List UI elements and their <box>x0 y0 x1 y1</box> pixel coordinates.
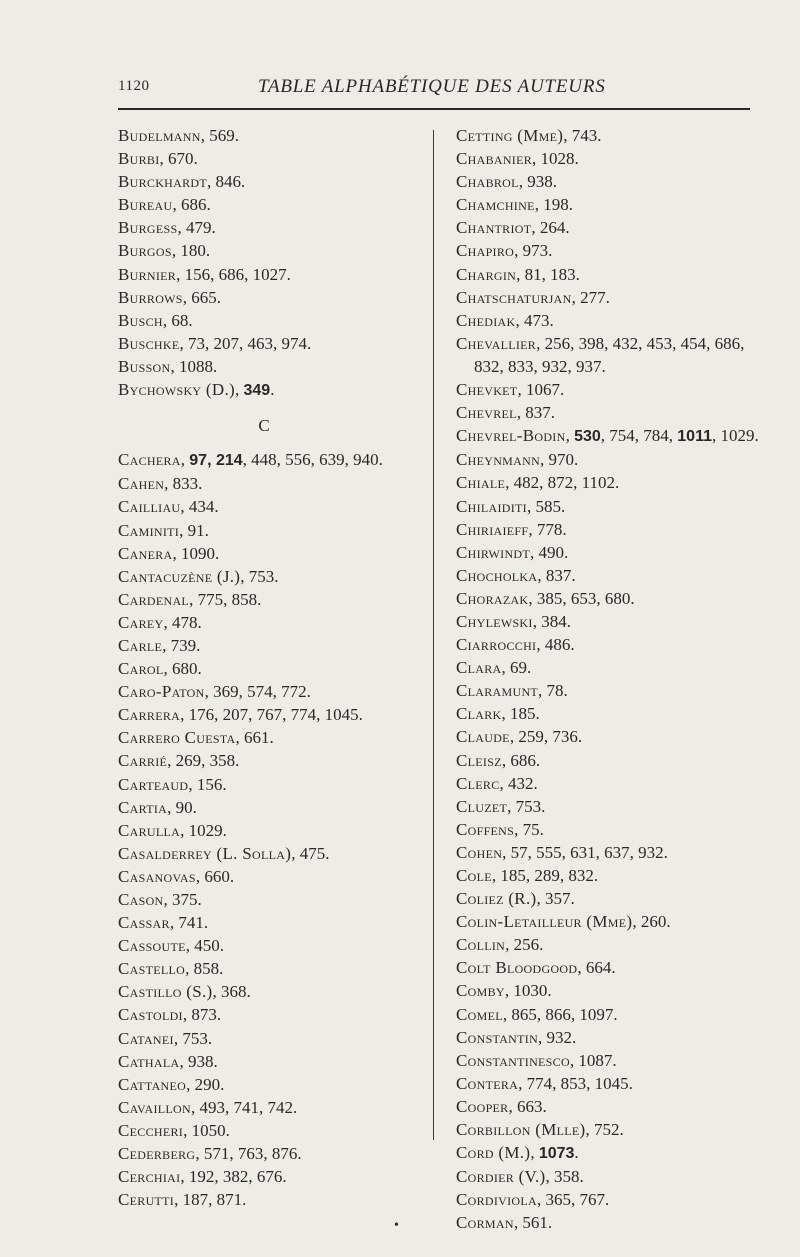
index-entry: Claude, 259, 736. <box>456 727 583 747</box>
page-refs: 932. <box>546 1027 577 1047</box>
page-refs-bold: 530 <box>574 428 601 446</box>
index-entry: Caro-Paton, 369, 574, 772. <box>118 682 311 702</box>
page-refs: 774, 853, 1045. <box>526 1073 633 1093</box>
page-refs: 753. <box>515 796 546 816</box>
author-name: Chargin <box>456 264 517 284</box>
page-refs: 858. <box>193 959 224 979</box>
page-refs: 180. <box>180 241 211 261</box>
page-refs: 156. <box>196 774 227 794</box>
page-refs: 1067. <box>525 380 565 400</box>
page-refs: 1028. <box>540 149 579 169</box>
page-refs: . <box>270 380 275 400</box>
author-name: Cerutti <box>118 1190 175 1210</box>
author-name: Cavaillon <box>118 1097 191 1117</box>
author-name: Chocholka <box>456 565 538 585</box>
index-entry: Chirwindt, 490. <box>456 542 569 562</box>
author-name: Burgos <box>118 241 172 261</box>
author-name: Caro-Paton <box>118 682 205 702</box>
index-entry: Busson, 1088. <box>118 356 218 376</box>
index-entry: Cavaillon, 493, 741, 742. <box>118 1097 298 1117</box>
page-refs: 69. <box>510 658 532 678</box>
page-refs: 739. <box>170 635 201 655</box>
author-name: Cassoute <box>118 936 186 956</box>
author-name: Cord (M.) <box>456 1143 531 1163</box>
author-name: Carulla <box>118 820 181 840</box>
index-entry: Burgos, 180. <box>118 241 211 261</box>
page-refs: 752. <box>593 1120 624 1140</box>
index-entry: Collin, 256. <box>456 935 544 955</box>
index-entry: Cord (M.), 1073. <box>456 1143 579 1163</box>
index-entry: Coffens, 75. <box>456 819 544 839</box>
index-entry: Chiriaieff, 778. <box>456 519 567 539</box>
author-name: Comby <box>456 981 505 1001</box>
author-name: Cachera <box>118 450 181 470</box>
author-name: Corbillon (Mlle) <box>456 1120 586 1140</box>
author-name: Collin <box>456 935 506 955</box>
author-name: Cathala <box>118 1051 180 1071</box>
author-name: Bureau <box>118 195 173 215</box>
page-refs: 357. <box>544 889 575 909</box>
index-entry: Castello, 858. <box>118 959 224 979</box>
index-entry: Buschke, 73, 207, 463, 974. <box>118 333 312 353</box>
page-refs: 358. <box>554 1167 584 1187</box>
author-name: Cattaneo <box>118 1074 187 1094</box>
page-refs: 432. <box>508 773 538 793</box>
author-name: Busson <box>118 356 171 376</box>
index-entry: Cederberg, 571, 763, 876. <box>118 1144 302 1164</box>
author-name: Chevallier <box>456 333 537 353</box>
author-name: Carrié <box>118 751 168 771</box>
index-entry: Corbillon (Mlle), 752. <box>456 1120 624 1140</box>
page-refs: 1029. <box>188 820 227 840</box>
index-entry: Chatschaturjan, 277. <box>456 287 610 307</box>
page-refs: 938. <box>527 172 558 192</box>
index-entry: Cordier (V.), 358. <box>456 1167 584 1187</box>
index-entry: Ceccheri, 1050. <box>118 1120 230 1140</box>
index-entry: Cartia, 90. <box>118 797 197 817</box>
page-refs: 57, 555, 631, 637, 932. <box>510 842 668 862</box>
author-name: Carrero Cuesta <box>118 728 236 748</box>
author-name: Cohen <box>456 842 503 862</box>
index-entry: Constantinesco, 1087. <box>456 1050 617 1070</box>
index-entry: Chediak, 473. <box>456 310 554 330</box>
index-entry: Chiale, 482, 872, 1102. <box>456 473 620 493</box>
index-entry: Casanovas, 660. <box>118 866 235 886</box>
page-refs: 368. <box>221 982 251 1002</box>
author-name: Chapiro <box>456 241 515 261</box>
index-entry: Cardenal, 775, 858. <box>118 589 262 609</box>
author-name: Burbi <box>118 149 160 169</box>
index-entry: Cailliau, 434. <box>118 497 219 517</box>
page-refs: 185, 289, 832. <box>500 866 599 885</box>
author-name: Cordier (V.) <box>456 1167 546 1187</box>
index-entry: Constantin, 932. <box>456 1027 577 1047</box>
page-refs: 778. <box>536 519 567 539</box>
running-title: TABLE ALPHABÉTIQUE DES AUTEURS <box>258 76 606 97</box>
author-name: Cantacuzène (J.) <box>118 566 241 586</box>
page-refs: 490. <box>538 542 569 562</box>
index-entry: Carey, 478. <box>118 612 202 632</box>
author-name: Chatschaturjan <box>456 287 572 307</box>
index-entry: Bychowsky (D.), 349. <box>118 380 275 400</box>
page-refs: 369, 574, 772. <box>213 682 311 702</box>
author-name: Cordiviola <box>456 1190 537 1210</box>
page-refs: 741. <box>178 913 209 933</box>
page-refs: 663. <box>516 1096 547 1116</box>
index-entry: Contera, 774, 853, 1045. <box>456 1073 633 1093</box>
right-column <box>456 124 768 1235</box>
author-name: Clark <box>456 704 502 724</box>
page-refs: 385, 653, 680. <box>536 588 635 608</box>
author-name: Cooper <box>456 1096 509 1116</box>
page-refs: 680. <box>172 659 202 679</box>
page-refs: 846. <box>215 172 246 192</box>
page-refs: 475. <box>299 843 330 863</box>
author-name: Caminiti <box>118 520 180 540</box>
author-name: Cartia <box>118 797 168 817</box>
author-name: Cassar <box>118 913 170 933</box>
page-refs: 269, 358. <box>175 751 240 771</box>
author-name: Cerchiai <box>118 1167 181 1187</box>
author-name: Clara <box>456 658 502 678</box>
author-name: Cahen <box>118 474 165 494</box>
page-refs: 473. <box>523 310 554 330</box>
index-entry: Chamchine, 198. <box>456 195 573 215</box>
index-entry: Burbi, 670. <box>118 149 198 169</box>
index-entry: Claramunt, 78. <box>456 681 568 701</box>
index-entry: Colt Bloodgood, 664. <box>456 958 616 978</box>
page-refs: 156, 686, 1027. <box>184 264 291 284</box>
index-entry: Burgess, 479. <box>118 218 216 238</box>
author-name: Chabanier <box>456 149 533 169</box>
index-entry: Cordiviola, 365, 767. <box>456 1190 610 1210</box>
page-refs: 256, 398, 432, 453, 454, 686, 832, 833, 932, 937. <box>474 333 745 376</box>
page-refs: 970. <box>548 450 579 470</box>
page-refs: 384. <box>541 611 571 631</box>
page-refs: 686. <box>510 750 541 770</box>
index-entry: Cetting (Mme), 743. <box>456 126 602 145</box>
page-refs: 185. <box>510 704 540 724</box>
index-entry: Cason, 375. <box>118 890 202 909</box>
page-refs: 661. <box>244 728 274 748</box>
page-refs: 775, 858. <box>197 589 262 609</box>
page-refs: 450. <box>194 936 224 956</box>
author-name: Coffens <box>456 819 515 839</box>
page-refs: 1030. <box>513 981 552 1001</box>
page-refs: 837. <box>545 565 576 585</box>
author-name: Corman <box>456 1213 514 1233</box>
index-entry: Carle, 739. <box>118 635 201 655</box>
page-refs: 1050. <box>191 1120 230 1140</box>
page-refs: 198. <box>543 195 573 215</box>
page-refs: 478. <box>172 612 202 632</box>
page-refs: 434. <box>188 497 219 517</box>
index-entry: Cluzet, 753. <box>456 796 546 816</box>
index-entry: Canera, 1090. <box>118 543 220 563</box>
page-refs: 837. <box>525 403 556 423</box>
author-name: Castillo (S.) <box>118 982 213 1002</box>
author-name: Burrows <box>118 287 183 307</box>
index-entry: Corman, 561. <box>456 1213 553 1233</box>
page-refs: 73, 207, 463, 974. <box>187 333 312 353</box>
page-refs: 569. <box>209 126 239 145</box>
page-refs: 277. <box>580 287 610 307</box>
page-refs-bold: 1073 <box>538 1145 575 1163</box>
page-refs: 938. <box>187 1051 218 1071</box>
page-refs: 176, 207, 767, 774, 1045. <box>188 705 363 725</box>
page-refs: 1088. <box>179 356 218 376</box>
page-refs: 973. <box>522 241 553 261</box>
author-name: Chevrel <box>456 403 517 423</box>
section-letter: C <box>258 416 270 436</box>
author-name: Claude <box>456 727 510 747</box>
author-name: Colin-Letailleur (Mme) <box>456 912 633 932</box>
page-refs: 256. <box>513 935 544 955</box>
index-entry: Cantacuzène (J.), 753. <box>118 566 279 586</box>
index-entry: Cattaneo, 290. <box>118 1074 225 1094</box>
page-refs: . <box>574 1143 579 1163</box>
page-refs: 75. <box>522 819 544 839</box>
index-entry: Comel, 865, 866, 1097. <box>456 1004 618 1024</box>
index-entry: Bureau, 686. <box>118 195 211 215</box>
page-refs: 260. <box>640 912 671 932</box>
page-refs: 1087. <box>578 1050 617 1070</box>
index-entry: Burckhardt, 846. <box>118 172 246 192</box>
page-refs: 91. <box>187 520 209 540</box>
page-refs: 192, 382, 676. <box>188 1167 287 1187</box>
index-entry: Budelmann, 569. <box>118 126 239 145</box>
page-refs: 571, 763, 876. <box>203 1144 302 1164</box>
index-entry: Chorazak, 385, 653, 680. <box>456 588 635 608</box>
index-entry: Chilaiditi, 585. <box>456 496 566 516</box>
index-entry: Chevrel-Bodin, 530, 754, 784, 1011, 1029. <box>456 426 759 446</box>
index-entry: Carrero Cuesta, 661. <box>118 728 274 748</box>
index-entry: Cerutti, 187, 871. <box>118 1190 247 1210</box>
index-entry: Carrié, 269, 358. <box>118 751 240 771</box>
author-name: Chylewski <box>456 611 533 631</box>
header-rule <box>118 108 750 110</box>
index-entry: Castoldi, 873. <box>118 1005 222 1025</box>
index-entry: Cahen, 833. <box>118 474 203 494</box>
author-name: Contera <box>456 1073 519 1093</box>
page-refs: 1090. <box>180 543 220 563</box>
index-entry: Cachera, 97, 214, 448, 556, 639, 940. <box>118 450 383 470</box>
author-name: Cederberg <box>118 1144 196 1164</box>
index-entry: Chylewski, 384. <box>456 611 571 631</box>
author-name: Carle <box>118 635 163 655</box>
index-entry: Cole, 185, 289, 832. <box>456 866 599 885</box>
author-name: Burnier <box>118 264 177 284</box>
author-name: Castello <box>118 959 186 979</box>
index-entry: Colin-Letailleur (Mme), 260. <box>456 912 671 932</box>
author-name: Coliez (R.) <box>456 889 537 909</box>
author-name: Busch <box>118 310 163 330</box>
index-entry: Chevallier, 256, 398, 432, 453, 454, 686, 832, 833, 932, 937. <box>456 333 745 376</box>
page-refs: 753. <box>248 566 279 586</box>
index-entry: Cheynmann, 970. <box>456 450 579 470</box>
page-refs: 865, 866, 1097. <box>511 1004 618 1024</box>
index-entry: Chargin, 81, 183. <box>456 264 580 284</box>
author-name: Burgess <box>118 218 178 238</box>
index-entry: Cerchiai, 192, 382, 676. <box>118 1167 287 1187</box>
author-name: Chilaiditi <box>456 496 527 516</box>
page-refs: , 754, 784, <box>600 426 678 446</box>
author-name: Castoldi <box>118 1005 183 1025</box>
author-name: Cason <box>118 890 164 909</box>
index-entry: Cooper, 663. <box>456 1096 547 1116</box>
author-name: Carteaud <box>118 774 189 794</box>
index-entry: Clara, 69. <box>456 658 532 678</box>
author-name: Budelmann <box>118 126 201 145</box>
author-name: Cardenal <box>118 589 190 609</box>
index-entry: Ciarrocchi, 486. <box>456 635 575 655</box>
author-name: Cleisz <box>456 750 502 770</box>
author-name: Colt Bloodgood <box>456 958 578 978</box>
author-name: Clerc <box>456 773 500 793</box>
page-refs: 664. <box>585 958 616 978</box>
page-refs: 78. <box>546 681 568 701</box>
page-refs: 81, 183. <box>524 264 580 284</box>
index-entry: Carrera, 176, 207, 767, 774, 1045. <box>118 705 363 725</box>
author-name: Chabrol <box>456 172 519 192</box>
page-refs: 68. <box>171 310 193 330</box>
index-entry: Clark, 185. <box>456 704 540 724</box>
page-refs-bold: 97, 214 <box>189 452 243 470</box>
index-entry: Busch, 68. <box>118 310 193 330</box>
page-refs: 660. <box>204 866 235 886</box>
index-entry: Cohen, 57, 555, 631, 637, 932. <box>456 842 668 862</box>
author-name: Cluzet <box>456 796 508 816</box>
author-name: Chiale <box>456 473 506 493</box>
author-name: Chiriaieff <box>456 519 529 539</box>
index-entry: Cassar, 741. <box>118 913 209 933</box>
author-name: Carrera <box>118 705 181 725</box>
index-entry: Cassoute, 450. <box>118 936 224 956</box>
page-refs: 873. <box>191 1005 222 1025</box>
index-entry: Catanei, 753. <box>118 1028 213 1048</box>
index-entry: Caminiti, 91. <box>118 520 209 540</box>
author-name: Chamchine <box>456 195 535 215</box>
page-number: 1120 <box>118 78 150 94</box>
author-name: Canera <box>118 543 173 563</box>
author-name: Chevrel-Bodin <box>456 426 566 446</box>
index-entry: Chevrel, 837. <box>456 403 556 423</box>
author-name: Bychowsky (D.) <box>118 380 235 400</box>
index-entry: Burnier, 156, 686, 1027. <box>118 264 291 284</box>
author-name: Cheynmann <box>456 450 541 470</box>
author-name: Casanovas <box>118 866 196 886</box>
index-entry: Comby, 1030. <box>456 981 552 1001</box>
author-name: Carey <box>118 612 164 632</box>
page-refs: 743. <box>571 126 602 145</box>
page-refs: 833. <box>172 474 203 494</box>
author-name: Chirwindt <box>456 542 531 562</box>
page-refs: 365, 767. <box>545 1190 610 1210</box>
page-refs: 585. <box>535 496 566 516</box>
author-name: Ciarrocchi <box>456 635 537 655</box>
page-refs: 264. <box>539 218 570 238</box>
author-name: Cole <box>456 866 492 885</box>
index-entry: Chabanier, 1028. <box>456 149 579 169</box>
author-name: Burckhardt <box>118 172 208 192</box>
author-name: Comel <box>456 1004 503 1024</box>
column-divider <box>433 130 434 1140</box>
author-name: Constantin <box>456 1027 539 1047</box>
author-name: Cetting (Mme) <box>456 126 564 145</box>
author-name: Ceccheri <box>118 1120 184 1140</box>
author-name: Cailliau <box>118 497 181 517</box>
index-entry: Cathala, 938. <box>118 1051 218 1071</box>
author-name: Buschke <box>118 333 180 353</box>
index-entry: Chapiro, 973. <box>456 241 553 261</box>
page-refs: 479. <box>185 218 216 238</box>
index-entry: Carteaud, 156. <box>118 774 227 794</box>
page-refs: 493, 741, 742. <box>199 1097 298 1117</box>
page-refs: 686. <box>180 195 211 215</box>
page-refs: 561. <box>522 1213 553 1233</box>
author-name: Chantriot <box>456 218 532 238</box>
page-refs: , 1029. <box>711 426 759 446</box>
page-refs: 486. <box>544 635 575 655</box>
page-refs: 290. <box>194 1074 225 1094</box>
page-refs: 90. <box>175 797 197 817</box>
page-refs: 665. <box>191 287 222 307</box>
left-column <box>118 124 428 1211</box>
index-entry: Clerc, 432. <box>456 773 538 793</box>
index-entry: Casalderrey (L. Solla), 475. <box>118 843 330 863</box>
author-name: Chevket <box>456 380 518 400</box>
author-name: Casalderrey (L. Solla) <box>118 843 292 863</box>
author-name: Carol <box>118 659 164 679</box>
author-name: Catanei <box>118 1028 174 1048</box>
page-refs-bold: 1011 <box>677 428 712 446</box>
author-name: Chorazak <box>456 588 529 608</box>
page-refs: 753. <box>182 1028 213 1048</box>
page-refs: 670. <box>168 149 198 169</box>
author-name: Chediak <box>456 310 516 330</box>
index-entry: Burrows, 665. <box>118 287 222 307</box>
index-entry: Castillo (S.), 368. <box>118 982 251 1002</box>
index-entry: Chevket, 1067. <box>456 380 565 400</box>
index-entry: Coliez (R.), 357. <box>456 889 575 909</box>
author-name: Constantinesco <box>456 1050 570 1070</box>
page-refs: 375. <box>172 890 202 909</box>
page-refs-bold: 349 <box>243 382 271 400</box>
page-refs: , 448, 556, 639, 940. <box>242 450 383 470</box>
page-refs: 482, 872, 1102. <box>513 473 620 493</box>
footer-mark: • <box>394 1218 399 1233</box>
index-entry: Carulla, 1029. <box>118 820 227 840</box>
index-entry: Chantriot, 264. <box>456 218 570 238</box>
index-entry: Carol, 680. <box>118 659 202 679</box>
index-entry: Chocholka, 837. <box>456 565 576 585</box>
author-name: Claramunt <box>456 681 539 701</box>
page-refs: 259, 736. <box>518 727 583 747</box>
index-entry: Chabrol, 938. <box>456 172 558 192</box>
index-entry: Cleisz, 686. <box>456 750 541 770</box>
page-refs: 187, 871. <box>182 1190 247 1210</box>
